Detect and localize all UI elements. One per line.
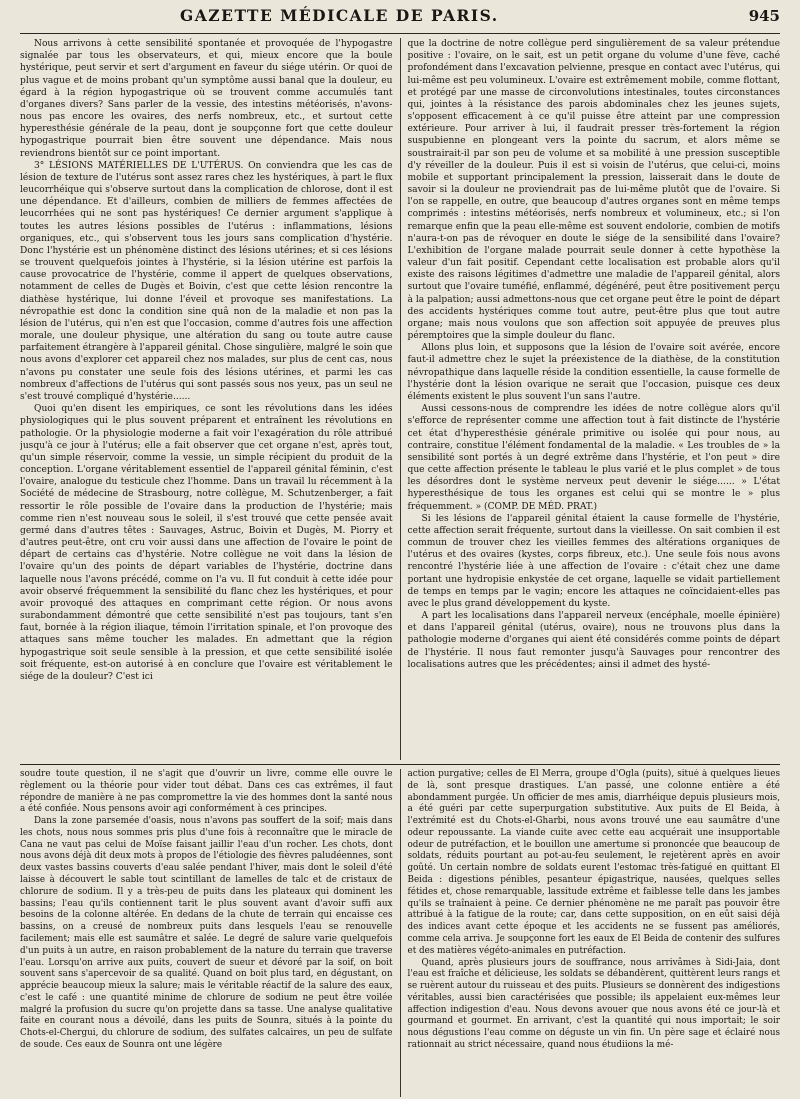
publication-title: GAZETTE MÉDICALE DE PARIS.	[180, 6, 499, 25]
paragraph: Nous arrivons à cette sensibilité spontanée et provoquée de l'hypogastre signalée par tous les observateurs, et qui, mieux encore que la boule hystérique, peut servir et sert d'argument en faveur du siége utérin. Or quoi de plus vague et de moins probant qu'un symptôme aussi banal que la douleur, eu égard à la région hypogastrique où se trouvent comme accumulés tant d'organes divers? Sans parler de la vessie, des intestins météorisés, n'avons-nous pas encore les ovaires, des nerfs nombreux, etc., et surtout cette hyperesthésie générale de la peau, dont je soupçonne fort que cette douleur hypogastrique pourrait bien être souvent une dépendance. Mais nous reviendrons bientôt sur ce point important.	[20, 39, 393, 159]
paragraph: action purgative; celles de El Merra, groupe d'Ogla (puits), situé à quelques lieues de là, sont presque drastiques. L'an passé, une colonne entière a été abondamment purgée. Un officier de mes amis, diarrhéique depuis plusieurs mois, a été guéri par cette superpurgation substitutive. Aux puits de El Beida, à l'extrémité est du Chots-el-Gharbi, nous avons trouvé une eau saumâtre d'une odeur repoussante. La viande cuite avec cette eau acquérait une insupportable odeur de putréfaction, et le bouillon une amertume si prononcée que beaucoup de soldats, réduits pourtant au pot-au-feu seulement, le rejetèrent après en avoir goûté. Un certain nombre de soldats eurent l'estomac très-fatigué en quittant El Beida : digestions pénibles, pesanteur épigastrique, nausées, quelques selles fétides et, chose remarquable, lassitude extrême et faiblesse telle dans les jambes qu'ils se traînaient à peine. Ce dernier phénomène ne me paraît pas pouvoir être attribué à la fatigue de la route; car, dans cette supposition, on en eût saisi déjà des indices avant cette époque et les accidents ne se fussent pas améliorés, comme cela arriva. Je soupçonne fort les eaux de El Beida de contenir des sulfures et des matières végéto-animales en putréfaction.	[407, 769, 780, 956]
feuilleton-column-left	[20, 769, 400, 1097]
article-column-left	[20, 38, 400, 760]
main-article	[20, 38, 780, 760]
paragraph: que la doctrine de notre collègue perd singulièrement de sa valeur prétendue positive : l'ovaire, on le sait, est un petit organe du volume d'une fève, caché profondément dans l'excavation pelvienne, presque en contact avec l'utérus, qui lui-même est peu volumineux. L'ovaire est extrêmement mobile, comme flottant, et protégé par une masse de circonvolutions intestinales, toutes circonstances qui, jointes à la résistance des parois abdominales chez les jeunes sujets, s'opposent efficacement à ce qu'il puisse être atteint par une compression extérieure. Pour arriver à lui, il faudrait presser très-fortement la région suspubienne en plongeant vers la pointe du sacrum, et alors même se soustrairait-il par son peu de volume et sa mobilité à une pression susceptible d'y réveiller de la douleur. Puis il est si voisin de l'utérus, que celui-ci, moins mobile et supportant principalement la pression, laisserait dans le doute de savoir si la douleur ne proviendrait pas de lui-même plutôt que de l'ovaire. Si l'on se rappelle, en outre, que beaucoup d'autres organes sont en même temps comprimés : intestins météorisés, nerfs nombreux et volumineux, etc.; si l'on remarque enfin que la peau elle-même est souvent endolorie, combien de motifs n'aura-t-on pas de révoquer en doute le siége de la sensibilité dans l'ovaire? L'exhibition de l'organe malade pourrait seule donner à cette hypothèse la valeur d'un fait positif. Cependant cette localisation est probable alors qu'il existe des raisons légitimes d'admettre une maladie de l'appareil génital, alors surtout que l'ovaire tuméfié, enflammé, dégénéré, peut être positivement perçu à la palpation; aussi admettons-nous que cet organe peut être le point de départ des accidents hystériques comme tout autre, peut-être plus que tout autre organe; mais nous voulons que son affection soit appuyée de preuves plus péremptoires que la simple douleur du flanc.	[407, 39, 780, 342]
paragraph: A part les localisations dans l'appareil nerveux (encéphale, moelle épinière) et dans l'appareil génital (utérus, ovaire), nous ne trouvons plus dans la pathologie moderne d'organes qui aient été considérés comme points de départ de l'hystérie. Il nous faut remonter jusqu'à Sauvages pour rencontrer des localisations autres que les précédentes; ainsi il admet des hysté-	[407, 611, 780, 670]
paragraph: Quoi qu'en disent les empiriques, ce sont les révolutions dans les idées physiologiques qui le plus souvent préparent et entraînent les révolutions en pathologie. Or la physiologie moderne a fait voir l'exagération du rôle attribué jusqu'à ce jour à l'utérus; elle a fait observer que cet organe n'est, après tout, qu'un simple réservoir, comme la vessie, un simple récipient du produit de la conception. L'organe véritablement essentiel de l'appareil génital féminin, c'est l'ovaire, analogue du testicule chez l'homme. Dans un travail lu récemment à la Société de médecine de Strasbourg, notre collègue, M. Schutzenberger, a fait ressortir le rôle possible de l'ovaire dans la production de l'hystérie; mais comme rien n'est nouveau sous le soleil, il s'est trouvé que cette pensée avait germé dans d'autres têtes : Sauvages, Astruc, Boivin et Dugès, M. Piorry et d'autres peut-être, ont cru voir aussi dans une affection de l'ovaire le point de départ de certains cas d'hystérie. Notre collègue ne voit dans la lésion de l'ovaire qu'un des points de départ variables de l'hystérie, doctrine dans laquelle nous l'avons précédé, comme on l'a vu. Il fut conduit à cette idée pour avoir observé fréquemment la sensibilité du flanc chez les hystériques, et pour avoir provoqué des attaques en comprimant cette région. Or nous avons surabondamment démontré que cette sensibilité n'est pas toujours, tant s'en faut, bornée à la région iliaque, témoin l'irritation spinale, et l'on provoque des attaques sans même toucher les malades. En admettant que la région hypogastrique soit seule sensible à la pression, et que cette sensibilité isolée soit fréquente, est-on autorisé à en conclure que l'ovaire est véritablement le siége de la douleur? C'est ici	[20, 404, 393, 682]
feuilleton-section	[20, 769, 780, 1097]
feuilleton-column-right	[401, 769, 781, 1097]
paragraph: soudre toute question, il ne s'agit que d'ouvrir un livre, comme elle ouvre le règlement ou la théorie pour vider tout débat. Dans ces cas extrêmes, il faut répondre de manière à ne pas compromettre la vie des hommes dont la santé nous a été confiée. Nous pensons avoir agi conformément à ces principes.	[20, 769, 393, 815]
page-number: 945	[748, 7, 780, 25]
paragraph: Aussi cessons-nous de comprendre les idées de notre collègue alors qu'il s'efforce de représenter comme une affection tout à fait distincte de l'hystérie cet état d'hyperesthésie générale primitive ou isolée qui pour nous, au contraire, constitue l'élément fondamental de la maladie. « Les troubles de » la sensibilité sont portés à un degré extrême dans l'hystérie, et l'on peut » dire que cette affection présente le tableau le plus varié et le plus complet » de tous les désordres dont le système nerveux peut devenir le siége...... » L'état hyperesthésique de tous les organes est celui qui se montre le » plus fréquemment. » (COMP. DE MÉD. PRAT.)	[407, 404, 780, 512]
article-column-right	[401, 38, 781, 760]
section-divider	[20, 764, 780, 765]
paragraph: Quand, après plusieurs jours de souffrance, nous arrivâmes à Sidi-Jaia, dont l'eau est fraîche et délicieuse, les soldats se débandèrent, quittèrent leurs rangs et se ruèrent autour du ruisseau et des puits. Plusieurs se donnèrent des indigestions véritables, aussi bien caractérisées que possible; ils appelaient eux-mêmes leur affection indigestion d'eau. Nous devons avouer que nous avons été ce jour-là et gourmand et gourmet. En arrivant, c'est la quantité qui nous importait; le soir nous dégustions l'eau comme on déguste un vin fin. Un père sage et éclairé nous rationnait au strict nécessaire, quand nous étudiions la mé-	[407, 957, 780, 1050]
paragraph: 3° LÉSIONS MATÉRIELLES DE L'UTÉRUS. On conviendra que les cas de lésion de texture de l'utérus sont assez rares chez les hystériques, à part le flux leucorrhéique qui s'observe surtout dans la complication de chlorose, dont il est une dépendance. Et d'ailleurs, combien de milliers de femmes affectées de leucorrhées qui ne sont pas hystériques! Ce dernier argument s'applique à toutes les autres lésions possibles de l'utérus : inflammations, lésions organiques, etc., qui s'observent tous les jours sans complication d'hystérie. Donc l'hystérie est un phénomène distinct des lésions utérines; et si ces lésions se trouvent quelquefois jointes à l'hystérie, si la lésion utérine est parfois la cause provocatrice de l'hystérie, comme il appert de quelques observations, notamment de celles de Dugès et Boivin, c'est que cette lésion rencontre la diathèse hystérique, lui donne l'éveil et provoque ses manifestations. La névropathie est donc la condition sine quâ non de la maladie et non pas la lésion de l'utérus, qui n'en est que l'occasion, comme d'autres fois une affection morale, une douleur physique, une altération du sang ou toute autre cause parfaitement étrangère à l'appareil génital. Chose singulière, malgré le soin que nous avons d'explorer cet appareil chez nos malades, sur plus de cent cas, nous n'avons pu constater une seule fois des lésions utérines, et parmi les cas nombreux d'affections de l'utérus qui sont passés sous nos yeux, pas un seul ne s'est trouvé compliqué d'hystérie......	[20, 160, 393, 402]
paragraph: Si les lésions de l'appareil génital étaient la cause formelle de l'hystérie, cette affection serait fréquente, surtout dans la vieillesse. On sait combien il est commun de trouver chez les vieilles femmes des altérations organiques de l'utérus et des ovaires (kystes, corps fibreux, etc.). Une seule fois nous avons rencontré l'hystérie liée à une affection de l'ovaire : c'était chez une dame portant une hydropisie enkystée de cet organe, laquelle se vidait partiellement de temps en temps par le vagin; encore les attaques ne coïncidaient-elles pas avec le plus grand développement du kyste.	[407, 513, 780, 609]
paragraph: Allons plus loin, et supposons que la lésion de l'ovaire soit avérée, encore faut-il admettre chez le sujet la préexistence de la diathèse, de la constitution névropathique dans laquelle réside la condition essentielle, la cause formelle de l'hystérie dont la lésion ovarique ne serait que l'occasion, puisque ces deux éléments existent le plus souvent l'un sans l'autre.	[407, 343, 780, 402]
page-header	[20, 6, 780, 34]
paragraph: Dans la zone parsemée d'oasis, nous n'avons pas souffert de la soif; mais dans les chots, nous nous sommes pris plus d'une fois à reconnaître que le miracle de Cana ne vaut pas celui de Moïse faisant jaillir l'eau d'un rocher. Les chots, dont nous avons déjà dit deux mots à propos de l'étiologie des fièvres paludéennes, sont deux vastes bassins couverts d'eau salée pendant l'hiver, mais dont le soleil d'été laisse à découvert le sable tout scintillant de lamelles de talc et de cristaux de chlorure de sodium. Il y a très-peu de puits dans les plateaux qui dominent les bassins; l'eau qu'ils contiennent tarit le plus souvent avant d'avoir suffi aux besoins de la colonne altérée. En dedans de la chute de terrain qui encaisse ces bassins, on a creusé de nombreux puits dans lesquels l'eau se renouvelle facilement; mais elle est saumâtre et salée. Le degré de salure varie quelquefois d'un puits à un autre, en raison probablement de la nature du terrain que traverse l'eau. Lorsqu'on arrive aux puits, couvert de sueur et dévoré par la soif, on boit souvent sans s'apercevoir de sa qualité. Quand on boit plus tard, en dégustant, on apprécie beaucoup mieux la salure; mais le véritable réactif de la salure des eaux, c'est le café : une quantité minime de chlorure de sodium ne peut être voilée malgré la profusion du sucre qu'on projette dans sa tasse. Une analyse qualitative faite en courant nous a dévoilé, dans les puits de Sounra, situés à la pointe du Chots-el-Chergui, du chlorure de sodium, des sulfates calcaires, un peu de sulfate de soude. Ces eaux de Sounra ont une légère	[20, 816, 393, 1050]
